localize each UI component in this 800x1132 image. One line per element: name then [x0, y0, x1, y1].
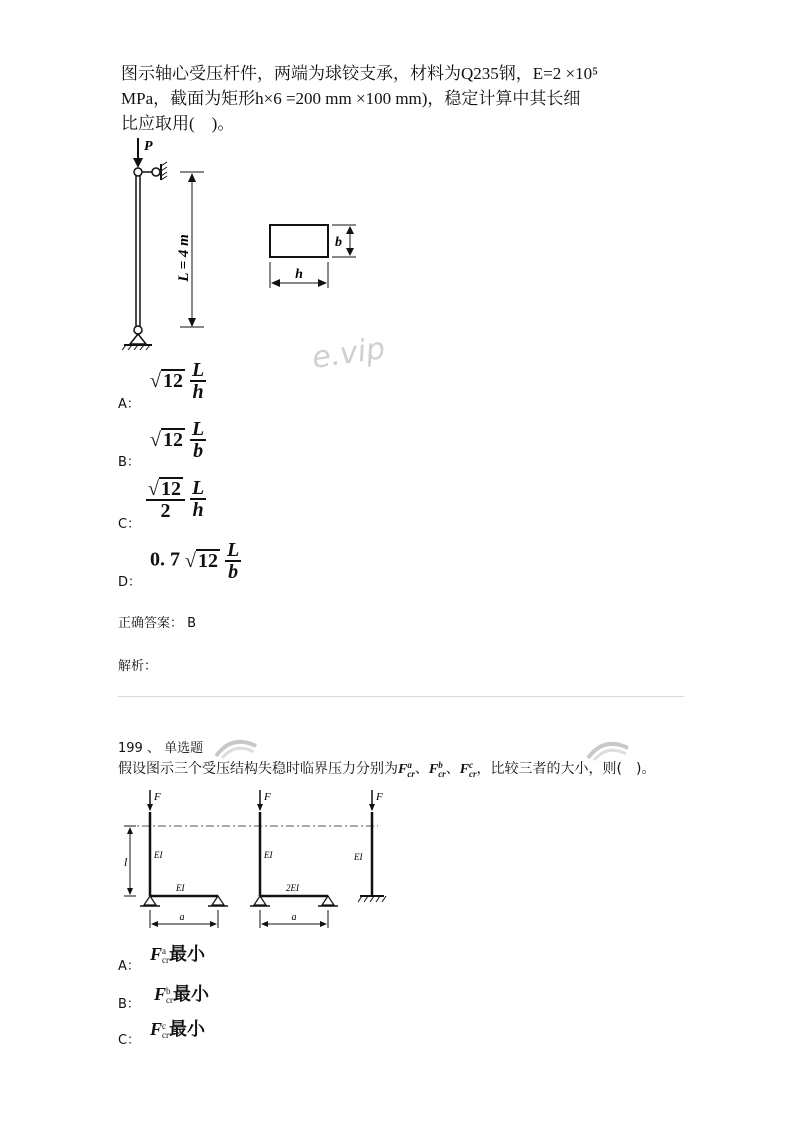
q199-frames-figure	[118, 786, 390, 938]
sqrt-symbol: √ 12	[150, 429, 183, 451]
q198-stem-line2: MPa，截面为矩形h×6 =200 mm ×100 mm)，稳定计算中其长细	[121, 89, 581, 108]
section-rectangle	[270, 225, 328, 257]
question-divider	[118, 696, 684, 697]
span-label-b: a	[291, 912, 297, 923]
q198-option-c-formula	[146, 477, 206, 521]
coefficient: 0. 7	[150, 548, 180, 571]
sqrt-symbol: √ 12	[185, 550, 218, 572]
watermark: e.vip	[309, 331, 388, 376]
q198-analysis-label: 解析：	[118, 659, 158, 674]
answer-value: B	[187, 616, 197, 631]
force-label-a: F	[154, 791, 161, 803]
ei-label-c: EI	[354, 852, 363, 862]
q198-answer	[118, 612, 196, 631]
ei-label-b: EI	[264, 850, 273, 860]
q198-stem	[121, 61, 681, 136]
q199-option-c-text: F c cr 最小	[150, 1019, 206, 1040]
fraction: $\frac{L}{h}$	[191, 477, 205, 522]
q199-option-a-text: F a cr 最小	[150, 944, 206, 965]
q198-option-d-formula	[150, 540, 241, 582]
dim-b-label: b	[335, 235, 342, 250]
fraction: $\frac{L}{b}$	[226, 539, 240, 583]
dim-h-label: h	[295, 267, 303, 282]
fcr-a: F a cr	[398, 759, 415, 779]
answer-label: 正确答案：	[118, 616, 184, 631]
q198-stem-line3: 比应取用( )。	[121, 114, 235, 133]
span-label-a: a	[179, 912, 185, 923]
q198-stem-line1: 图示轴心受压杆件，两端为球铰支承，材料为Q235钢，E=2 ×10⁵	[121, 64, 599, 83]
q198-option-a-letter[interactable]: A：	[118, 397, 140, 412]
force-label-c: F	[376, 791, 383, 803]
force-label-b: F	[264, 791, 271, 803]
q199-type: 单选题	[164, 741, 204, 756]
beam-ei-label-b: 2EI	[286, 883, 299, 893]
sqrt-fraction: $\frac{√ 12}{2}$	[146, 477, 185, 521]
q199-option-c[interactable]: C：	[118, 1033, 141, 1048]
height-label: l	[124, 855, 128, 869]
q198-option-b-formula	[150, 419, 206, 461]
q198-option-a-formula	[150, 360, 206, 402]
q199-option-b-text: F b cr 最小	[154, 984, 210, 1005]
fcr-c: F c cr	[459, 759, 477, 779]
sqrt-symbol: √ 12	[148, 478, 181, 501]
q199-stem: 假设图示三个受压结构失稳时临界压力分别为F a cr 、F b cr 、F c cr ，比较三者的大小，则( )。	[118, 759, 656, 779]
fcr-b: F b cr	[428, 759, 446, 779]
decorative-swoosh-icon	[214, 734, 258, 760]
q199-number: 199	[118, 741, 143, 756]
q198-column-figure	[118, 138, 378, 350]
q199-header: 199 、 单选题	[118, 741, 204, 756]
q199-option-b[interactable]: B：	[118, 997, 140, 1012]
q199-option-a[interactable]: A：	[118, 959, 140, 974]
q198-option-d-letter[interactable]: D：	[118, 575, 142, 590]
load-label: P	[144, 139, 153, 154]
load-arrow-head	[133, 158, 143, 168]
q198-option-c-letter[interactable]: C：	[118, 517, 141, 532]
fraction: $\frac{L}{b}$	[191, 418, 205, 462]
q198-option-b-letter[interactable]: B：	[118, 455, 140, 470]
ei-label-a: EI	[154, 850, 163, 860]
q199-stem-prefix: 假设图示三个受压结构失稳时临界压力分别为	[118, 761, 398, 777]
q199-stem-suffix: ，比较三者的大小，则( )。	[476, 761, 656, 777]
beam-ei-label-a: EI	[176, 883, 185, 893]
fraction: $\frac{L}{h}$	[191, 359, 205, 403]
length-label: L = 4 m	[176, 234, 192, 282]
sqrt-symbol: √ 12	[150, 370, 183, 392]
